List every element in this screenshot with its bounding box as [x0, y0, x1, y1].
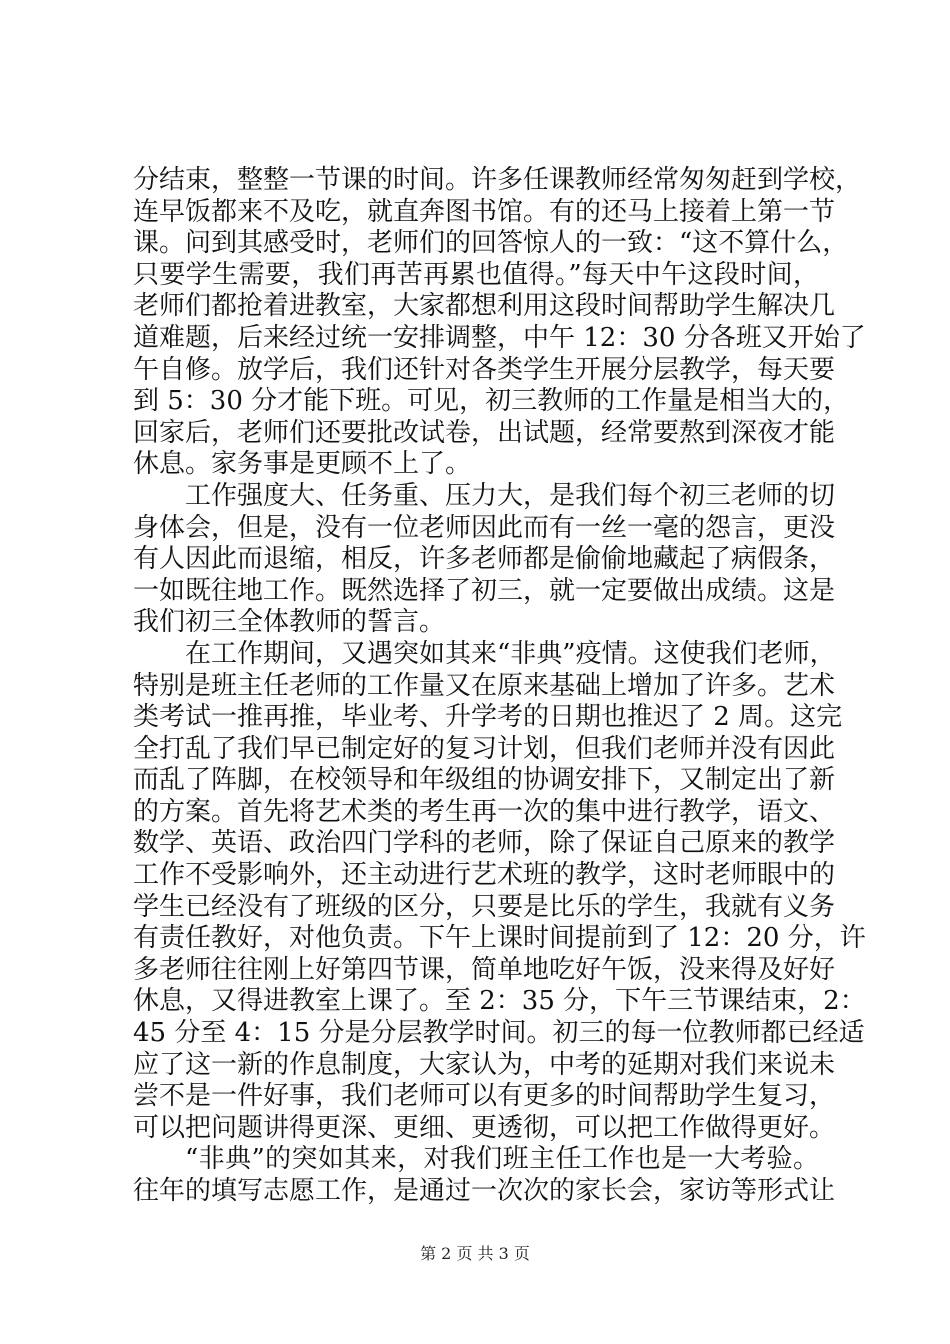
text-line: 类考试一推再推，毕业考、升学考的日期也推迟了 2 周。这完	[133, 702, 843, 733]
text-line: 我们初三全体教师的誓言。	[133, 607, 446, 638]
text-line: 只要学生需要，我们再苦再累也值得。”每天中午这段时间，	[133, 259, 819, 290]
text-line: 回家后，老师们还要批改试卷，出试题，经常要熬到深夜才能	[133, 417, 836, 448]
text-line: “非典”的突如其来，对我们班主任工作也是一大考验。	[185, 1144, 819, 1175]
text-line: 工作不受影响外，还主动进行艺术班的教学，这时老师眼中的	[133, 860, 836, 891]
text-line: 在工作期间，又遇突如其来“非典”疫情。这使我们老师，	[185, 638, 836, 669]
text-line: 道难题，后来经过统一安排调整，中午 12：30 分各班又开始了	[133, 322, 866, 353]
text-line: 可以把问题讲得更深、更细、更透彻，可以把工作做得更好。	[133, 1112, 836, 1143]
text-line: 连早饭都来不及吃，就直奔图书馆。有的还马上接着上第一节	[133, 196, 836, 227]
text-line: 课。问到其感受时，老师们的回答惊人的一致：“这不算什么，	[133, 228, 849, 259]
text-line: 全打乱了我们早已制定好的复习计划，但我们老师并没有因此	[133, 733, 836, 764]
text-line: 往年的填写志愿工作，是通过一次次的家长会，家访等形式让	[133, 1176, 836, 1206]
text-line: 45 分至 4：15 分是分层教学时间。初三的每一位教师都已经适	[133, 1018, 865, 1049]
text-line: 的方案。首先将艺术类的考生再一次的集中进行教学，语文、	[133, 796, 836, 827]
text-line: 有人因此而退缩，相反，许多老师都是偷偷地藏起了病假条，	[133, 544, 836, 575]
text-line: 午自修。放学后，我们还针对各类学生开展分层教学，每天要	[133, 354, 836, 385]
text-line: 老师们都抢着进教室，大家都想利用这段时间帮助学生解决几	[133, 291, 836, 322]
page-footer: 第 2 页 共 3 页	[420, 1244, 530, 1263]
text-line: 休息。家务事是更顾不上了。	[133, 449, 472, 480]
text-line: 特别是班主任老师的工作量又在原来基础上增加了许多。艺术	[133, 670, 836, 701]
text-line: 身体会，但是，没有一位老师因此而有一丝一毫的怨言，更没	[133, 512, 836, 543]
text-line: 休息，又得进教室上课了。至 2：35 分，下午三节课结束，2：	[133, 986, 866, 1017]
body-text	[133, 165, 866, 1208]
text-line: 到 5：30 分才能下班。可见，初三教师的工作量是相当大的，	[133, 386, 850, 417]
text-line: 分结束，整整一节课的时间。许多任课教师经常匆匆赶到学校，	[133, 165, 862, 195]
text-line: 多老师往往刚上好第四节课，简单地吃好午饭，没来得及好好	[133, 954, 836, 985]
text-line: 尝不是一件好事，我们老师可以有更多的时间帮助学生复习，	[133, 1081, 836, 1112]
text-line: 有责任教好，对他负责。下午上课时间提前到了 12：20 分，许	[133, 923, 866, 954]
text-line: 数学、英语、政治四门学科的老师，除了保证自己原来的教学	[133, 828, 836, 859]
text-line: 工作强度大、任务重、压力大，是我们每个初三老师的切	[185, 480, 836, 511]
text-line: 一如既往地工作。既然选择了初三，就一定要做出成绩。这是	[133, 575, 836, 606]
text-line: 而乱了阵脚，在校领导和年级组的协调安排下，又制定出了新	[133, 765, 836, 796]
text-line: 学生已经没有了班级的区分，只要是比乐的学生，我就有义务	[133, 891, 836, 922]
text-line: 应了这一新的作息制度，大家认为，中考的延期对我们来说未	[133, 1049, 836, 1080]
